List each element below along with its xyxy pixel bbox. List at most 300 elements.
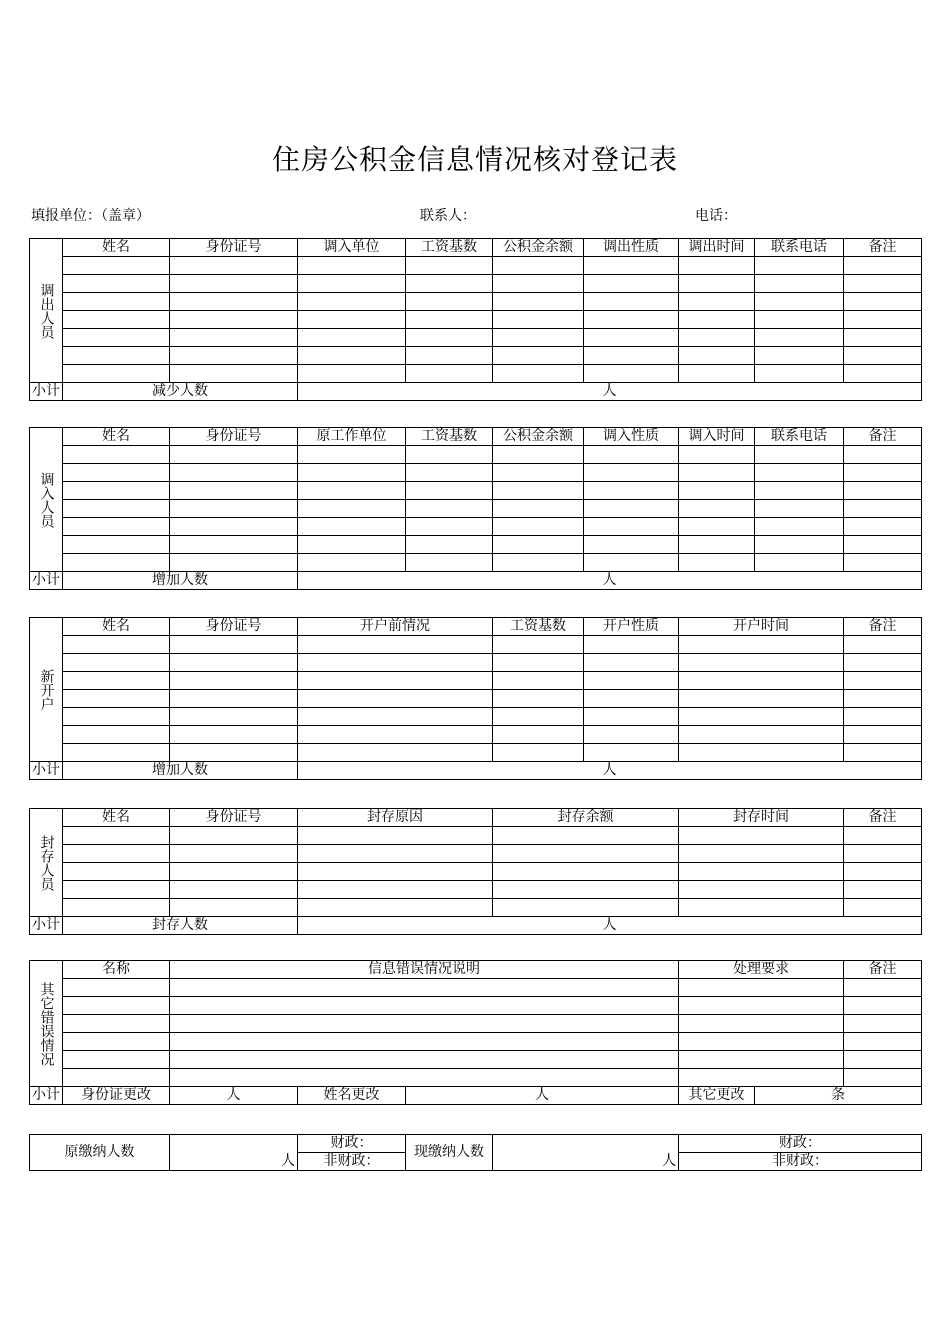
cell[interactable]	[298, 744, 493, 762]
cell[interactable]	[584, 536, 679, 554]
cell[interactable]	[493, 257, 584, 275]
cell[interactable]	[493, 365, 584, 383]
col-header: 封存时间	[679, 809, 844, 827]
cell[interactable]	[679, 536, 755, 554]
cell[interactable]	[679, 1033, 844, 1051]
cell[interactable]	[298, 708, 493, 726]
cell[interactable]	[170, 500, 298, 518]
cell[interactable]	[170, 365, 298, 383]
table-row	[30, 365, 922, 383]
col-header: 联系电话	[755, 239, 844, 257]
cell[interactable]	[406, 554, 493, 572]
cell[interactable]	[298, 726, 493, 744]
cell[interactable]	[755, 518, 844, 536]
cell[interactable]	[63, 1069, 170, 1087]
cell[interactable]	[298, 365, 406, 383]
cell[interactable]	[584, 690, 679, 708]
cell[interactable]	[679, 1051, 844, 1069]
cell[interactable]	[584, 708, 679, 726]
cell[interactable]	[170, 899, 298, 917]
cell[interactable]	[679, 464, 755, 482]
cell[interactable]	[298, 275, 406, 293]
curr-count-value[interactable]: 人	[493, 1135, 679, 1171]
contact-label: 联系人：	[420, 208, 476, 224]
cell[interactable]	[679, 827, 844, 845]
cell[interactable]	[493, 726, 584, 744]
cell[interactable]	[406, 257, 493, 275]
table-row	[30, 726, 922, 744]
col-header: 身份证号	[170, 618, 298, 636]
cell[interactable]	[63, 636, 170, 654]
cell[interactable]	[755, 554, 844, 572]
cell[interactable]	[844, 997, 922, 1015]
cell[interactable]	[170, 518, 298, 536]
subtotal-label: 小计	[30, 572, 63, 590]
section-side-label: 调出人员	[30, 239, 63, 383]
cell[interactable]	[170, 329, 298, 347]
cell[interactable]	[755, 329, 844, 347]
cell[interactable]	[493, 500, 584, 518]
cell[interactable]	[584, 311, 679, 329]
cell[interactable]	[170, 311, 298, 329]
cell[interactable]	[844, 899, 922, 917]
cell[interactable]	[298, 881, 493, 899]
cell[interactable]	[170, 672, 298, 690]
cell[interactable]	[63, 311, 170, 329]
cell[interactable]	[170, 863, 298, 881]
cell[interactable]	[844, 1069, 922, 1087]
cell[interactable]	[679, 1069, 844, 1087]
col-header: 调入单位	[298, 239, 406, 257]
cell[interactable]	[406, 365, 493, 383]
orig-count-label: 原缴纳人数	[30, 1135, 170, 1171]
cell[interactable]	[298, 827, 493, 845]
cell[interactable]	[406, 311, 493, 329]
cell[interactable]	[844, 1033, 922, 1051]
cell[interactable]	[584, 636, 679, 654]
cell[interactable]	[493, 275, 584, 293]
cell[interactable]	[63, 744, 170, 762]
cell[interactable]	[170, 654, 298, 672]
col-header: 姓名	[63, 809, 170, 827]
cell[interactable]	[170, 708, 298, 726]
cell[interactable]	[63, 464, 170, 482]
col-header: 工资基数	[406, 428, 493, 446]
cell[interactable]	[63, 881, 170, 899]
col-header: 原工作单位	[298, 428, 406, 446]
cell[interactable]	[298, 636, 493, 654]
cell[interactable]	[298, 500, 406, 518]
summary-table	[29, 1134, 922, 1171]
cell[interactable]	[679, 708, 844, 726]
col-header: 姓名	[63, 618, 170, 636]
cell[interactable]	[844, 708, 922, 726]
cell[interactable]	[493, 518, 584, 536]
col-header: 姓名	[63, 428, 170, 446]
other-change-label: 其它更改	[679, 1087, 755, 1105]
cell[interactable]	[406, 464, 493, 482]
subtotal-label: 小计	[30, 917, 63, 935]
cell[interactable]	[493, 347, 584, 365]
col-header: 开户性质	[584, 618, 679, 636]
cell[interactable]	[679, 744, 844, 762]
cell[interactable]	[844, 672, 922, 690]
cell[interactable]	[755, 536, 844, 554]
cell[interactable]	[493, 536, 584, 554]
cell[interactable]	[170, 482, 298, 500]
table-row	[30, 845, 922, 863]
count-label: 增加人数	[63, 572, 298, 590]
cell[interactable]	[679, 997, 844, 1015]
subtotal-label: 小计	[30, 762, 63, 780]
col-header: 调出时间	[679, 239, 755, 257]
cell[interactable]	[755, 257, 844, 275]
cell[interactable]	[298, 293, 406, 311]
cell[interactable]	[844, 554, 922, 572]
cell[interactable]	[755, 275, 844, 293]
cell[interactable]	[493, 464, 584, 482]
cell[interactable]	[679, 482, 755, 500]
cell[interactable]	[406, 347, 493, 365]
cell[interactable]	[298, 482, 406, 500]
cell[interactable]	[584, 446, 679, 464]
cell[interactable]	[844, 536, 922, 554]
cell[interactable]	[844, 1015, 922, 1033]
table-row	[30, 744, 922, 762]
cell[interactable]	[584, 329, 679, 347]
cell[interactable]	[679, 257, 755, 275]
cell[interactable]	[170, 845, 298, 863]
table-row	[30, 500, 922, 518]
cell[interactable]	[63, 257, 170, 275]
cell[interactable]	[298, 899, 493, 917]
cell[interactable]	[63, 672, 170, 690]
cell[interactable]	[679, 500, 755, 518]
cell[interactable]	[679, 881, 844, 899]
cell[interactable]	[63, 726, 170, 744]
cell[interactable]	[844, 500, 922, 518]
cell[interactable]	[298, 863, 493, 881]
cell[interactable]	[584, 275, 679, 293]
section-side-label: 封存人员	[30, 809, 63, 917]
cell[interactable]	[63, 845, 170, 863]
cell[interactable]	[844, 881, 922, 899]
new-account-table	[29, 617, 922, 780]
cell[interactable]	[406, 293, 493, 311]
table-row	[30, 464, 922, 482]
cell[interactable]	[844, 329, 922, 347]
cell[interactable]	[298, 845, 493, 863]
cell[interactable]	[679, 899, 844, 917]
cell[interactable]	[584, 654, 679, 672]
cell[interactable]	[493, 329, 584, 347]
cell[interactable]	[63, 997, 170, 1015]
cell[interactable]	[406, 275, 493, 293]
cell[interactable]	[63, 1015, 170, 1033]
subtotal-label: 小计	[30, 383, 63, 401]
cell[interactable]	[298, 257, 406, 275]
cell[interactable]	[679, 845, 844, 863]
cell[interactable]	[170, 979, 679, 997]
cell[interactable]	[298, 690, 493, 708]
col-header: 公积金余额	[493, 428, 584, 446]
name-change-label: 姓名更改	[298, 1087, 406, 1105]
cell[interactable]	[298, 464, 406, 482]
table-row	[30, 311, 922, 329]
cell[interactable]	[170, 726, 298, 744]
orig-count-value[interactable]: 人	[170, 1135, 298, 1171]
cell[interactable]	[679, 329, 755, 347]
cell[interactable]	[63, 536, 170, 554]
col-header: 调出性质	[584, 239, 679, 257]
cell[interactable]	[679, 446, 755, 464]
person-unit[interactable]: 人	[298, 383, 922, 401]
cell[interactable]	[170, 347, 298, 365]
table-row	[30, 654, 922, 672]
cell[interactable]	[493, 672, 584, 690]
curr-fiscal-label[interactable]: 财政：	[679, 1135, 922, 1153]
name-change-count[interactable]: 人	[406, 1087, 679, 1105]
cell[interactable]	[298, 536, 406, 554]
subtotal-row	[30, 572, 922, 590]
cell[interactable]	[63, 1033, 170, 1051]
cell[interactable]	[63, 347, 170, 365]
cell[interactable]	[844, 257, 922, 275]
cell[interactable]	[406, 482, 493, 500]
cell[interactable]	[63, 690, 170, 708]
col-header: 备注	[844, 809, 922, 827]
cell[interactable]	[679, 518, 755, 536]
col-header: 信息错误情况说明	[170, 961, 679, 979]
table-row	[30, 1069, 922, 1087]
other-change-count[interactable]: 条	[755, 1087, 922, 1105]
col-header: 名称	[63, 961, 170, 979]
col-header: 处理要求	[679, 961, 844, 979]
cell[interactable]	[679, 726, 844, 744]
cell[interactable]	[679, 275, 755, 293]
cell[interactable]	[170, 464, 298, 482]
col-header: 封存原因	[298, 809, 493, 827]
cell[interactable]	[493, 845, 679, 863]
cell[interactable]	[63, 365, 170, 383]
cell[interactable]	[493, 636, 584, 654]
cell[interactable]	[844, 464, 922, 482]
cell[interactable]	[170, 997, 679, 1015]
person-unit[interactable]: 人	[298, 762, 922, 780]
cell[interactable]	[63, 329, 170, 347]
cell[interactable]	[584, 518, 679, 536]
cell[interactable]	[584, 672, 679, 690]
cell[interactable]	[493, 554, 584, 572]
curr-nonfiscal-label[interactable]: 非财政：	[679, 1153, 922, 1171]
cell[interactable]	[755, 365, 844, 383]
cell[interactable]	[844, 744, 922, 762]
cell[interactable]	[584, 257, 679, 275]
cell[interactable]	[493, 311, 584, 329]
cell[interactable]	[844, 827, 922, 845]
cell[interactable]	[63, 863, 170, 881]
cell[interactable]	[170, 636, 298, 654]
cell[interactable]	[844, 275, 922, 293]
count-label: 减少人数	[63, 383, 298, 401]
cell[interactable]	[755, 464, 844, 482]
person-unit[interactable]: 人	[298, 572, 922, 590]
cell[interactable]	[63, 827, 170, 845]
cell[interactable]	[63, 446, 170, 464]
cell[interactable]	[63, 482, 170, 500]
cell[interactable]	[170, 257, 298, 275]
table-row	[30, 827, 922, 845]
col-header: 备注	[844, 961, 922, 979]
cell[interactable]	[493, 899, 679, 917]
cell[interactable]	[493, 744, 584, 762]
cell[interactable]	[679, 293, 755, 311]
cell[interactable]	[298, 311, 406, 329]
cell[interactable]	[679, 347, 755, 365]
cell[interactable]	[63, 554, 170, 572]
cell[interactable]	[63, 899, 170, 917]
cell[interactable]	[755, 500, 844, 518]
cell[interactable]	[298, 554, 406, 572]
cell[interactable]	[298, 518, 406, 536]
cell[interactable]	[298, 654, 493, 672]
col-header: 备注	[844, 618, 922, 636]
person-unit[interactable]: 人	[298, 917, 922, 935]
cell[interactable]	[755, 311, 844, 329]
cell[interactable]	[844, 636, 922, 654]
cell[interactable]	[679, 311, 755, 329]
subtotal-row	[30, 383, 922, 401]
cell[interactable]	[584, 464, 679, 482]
cell[interactable]	[584, 554, 679, 572]
cell[interactable]	[493, 293, 584, 311]
cell[interactable]	[755, 446, 844, 464]
cell[interactable]	[406, 536, 493, 554]
cell[interactable]	[584, 293, 679, 311]
orig-nonfiscal-label[interactable]: 非财政：	[298, 1153, 406, 1171]
cell[interactable]	[406, 329, 493, 347]
curr-count-label: 现缴纳人数	[406, 1135, 493, 1171]
cell[interactable]	[298, 347, 406, 365]
cell[interactable]	[493, 827, 679, 845]
cell[interactable]	[844, 518, 922, 536]
cell[interactable]	[844, 482, 922, 500]
cell[interactable]	[493, 446, 584, 464]
cell[interactable]	[170, 744, 298, 762]
cell[interactable]	[493, 863, 679, 881]
cell[interactable]	[679, 672, 844, 690]
cell[interactable]	[755, 347, 844, 365]
cell[interactable]	[170, 446, 298, 464]
cell[interactable]	[844, 365, 922, 383]
cell[interactable]	[493, 654, 584, 672]
orig-fiscal-label[interactable]: 财政：	[298, 1135, 406, 1153]
cell[interactable]	[679, 654, 844, 672]
cell[interactable]	[170, 275, 298, 293]
cell[interactable]	[584, 482, 679, 500]
cell[interactable]	[170, 1051, 679, 1069]
cell[interactable]	[170, 690, 298, 708]
cell[interactable]	[63, 293, 170, 311]
id-change-count[interactable]: 人	[170, 1087, 298, 1105]
cell[interactable]	[584, 347, 679, 365]
cell[interactable]	[844, 293, 922, 311]
cell[interactable]	[170, 536, 298, 554]
cell[interactable]	[844, 311, 922, 329]
cell[interactable]	[679, 365, 755, 383]
cell[interactable]	[298, 446, 406, 464]
cell[interactable]	[844, 979, 922, 997]
cell[interactable]	[170, 827, 298, 845]
cell[interactable]	[63, 518, 170, 536]
cell[interactable]	[63, 1051, 170, 1069]
cell[interactable]	[170, 1069, 679, 1087]
table-row	[30, 347, 922, 365]
cell[interactable]	[493, 690, 584, 708]
table-row	[30, 554, 922, 572]
cell[interactable]	[755, 482, 844, 500]
cell[interactable]	[170, 881, 298, 899]
cell[interactable]	[844, 654, 922, 672]
table-row	[30, 672, 922, 690]
cell[interactable]	[584, 744, 679, 762]
cell[interactable]	[844, 446, 922, 464]
cell[interactable]	[63, 708, 170, 726]
col-header: 联系电话	[755, 428, 844, 446]
cell[interactable]	[844, 690, 922, 708]
phone-label: 电话：	[695, 208, 737, 224]
cell[interactable]	[844, 347, 922, 365]
col-header: 备注	[844, 428, 922, 446]
cell[interactable]	[170, 293, 298, 311]
cell[interactable]	[63, 275, 170, 293]
cell[interactable]	[406, 518, 493, 536]
cell[interactable]	[63, 500, 170, 518]
cell[interactable]	[298, 672, 493, 690]
cell[interactable]	[844, 845, 922, 863]
cell[interactable]	[679, 636, 844, 654]
cell[interactable]	[63, 979, 170, 997]
cell[interactable]	[679, 863, 844, 881]
cell[interactable]	[844, 1051, 922, 1069]
cell[interactable]	[584, 726, 679, 744]
cell[interactable]	[679, 1015, 844, 1033]
cell[interactable]	[170, 554, 298, 572]
cell[interactable]	[170, 1015, 679, 1033]
cell[interactable]	[679, 554, 755, 572]
table-row	[30, 881, 922, 899]
table-row	[30, 257, 922, 275]
cell[interactable]	[493, 482, 584, 500]
cell[interactable]	[755, 293, 844, 311]
transfer-out-table	[29, 238, 922, 401]
cell[interactable]	[584, 365, 679, 383]
cell[interactable]	[679, 690, 844, 708]
cell[interactable]	[298, 329, 406, 347]
cell[interactable]	[493, 881, 679, 899]
col-header: 工资基数	[406, 239, 493, 257]
cell[interactable]	[584, 500, 679, 518]
col-header: 身份证号	[170, 809, 298, 827]
cell[interactable]	[63, 654, 170, 672]
cell[interactable]	[493, 708, 584, 726]
cell[interactable]	[170, 1033, 679, 1051]
cell[interactable]	[844, 863, 922, 881]
cell[interactable]	[679, 979, 844, 997]
cell[interactable]	[844, 726, 922, 744]
cell[interactable]	[406, 446, 493, 464]
cell[interactable]	[406, 500, 493, 518]
